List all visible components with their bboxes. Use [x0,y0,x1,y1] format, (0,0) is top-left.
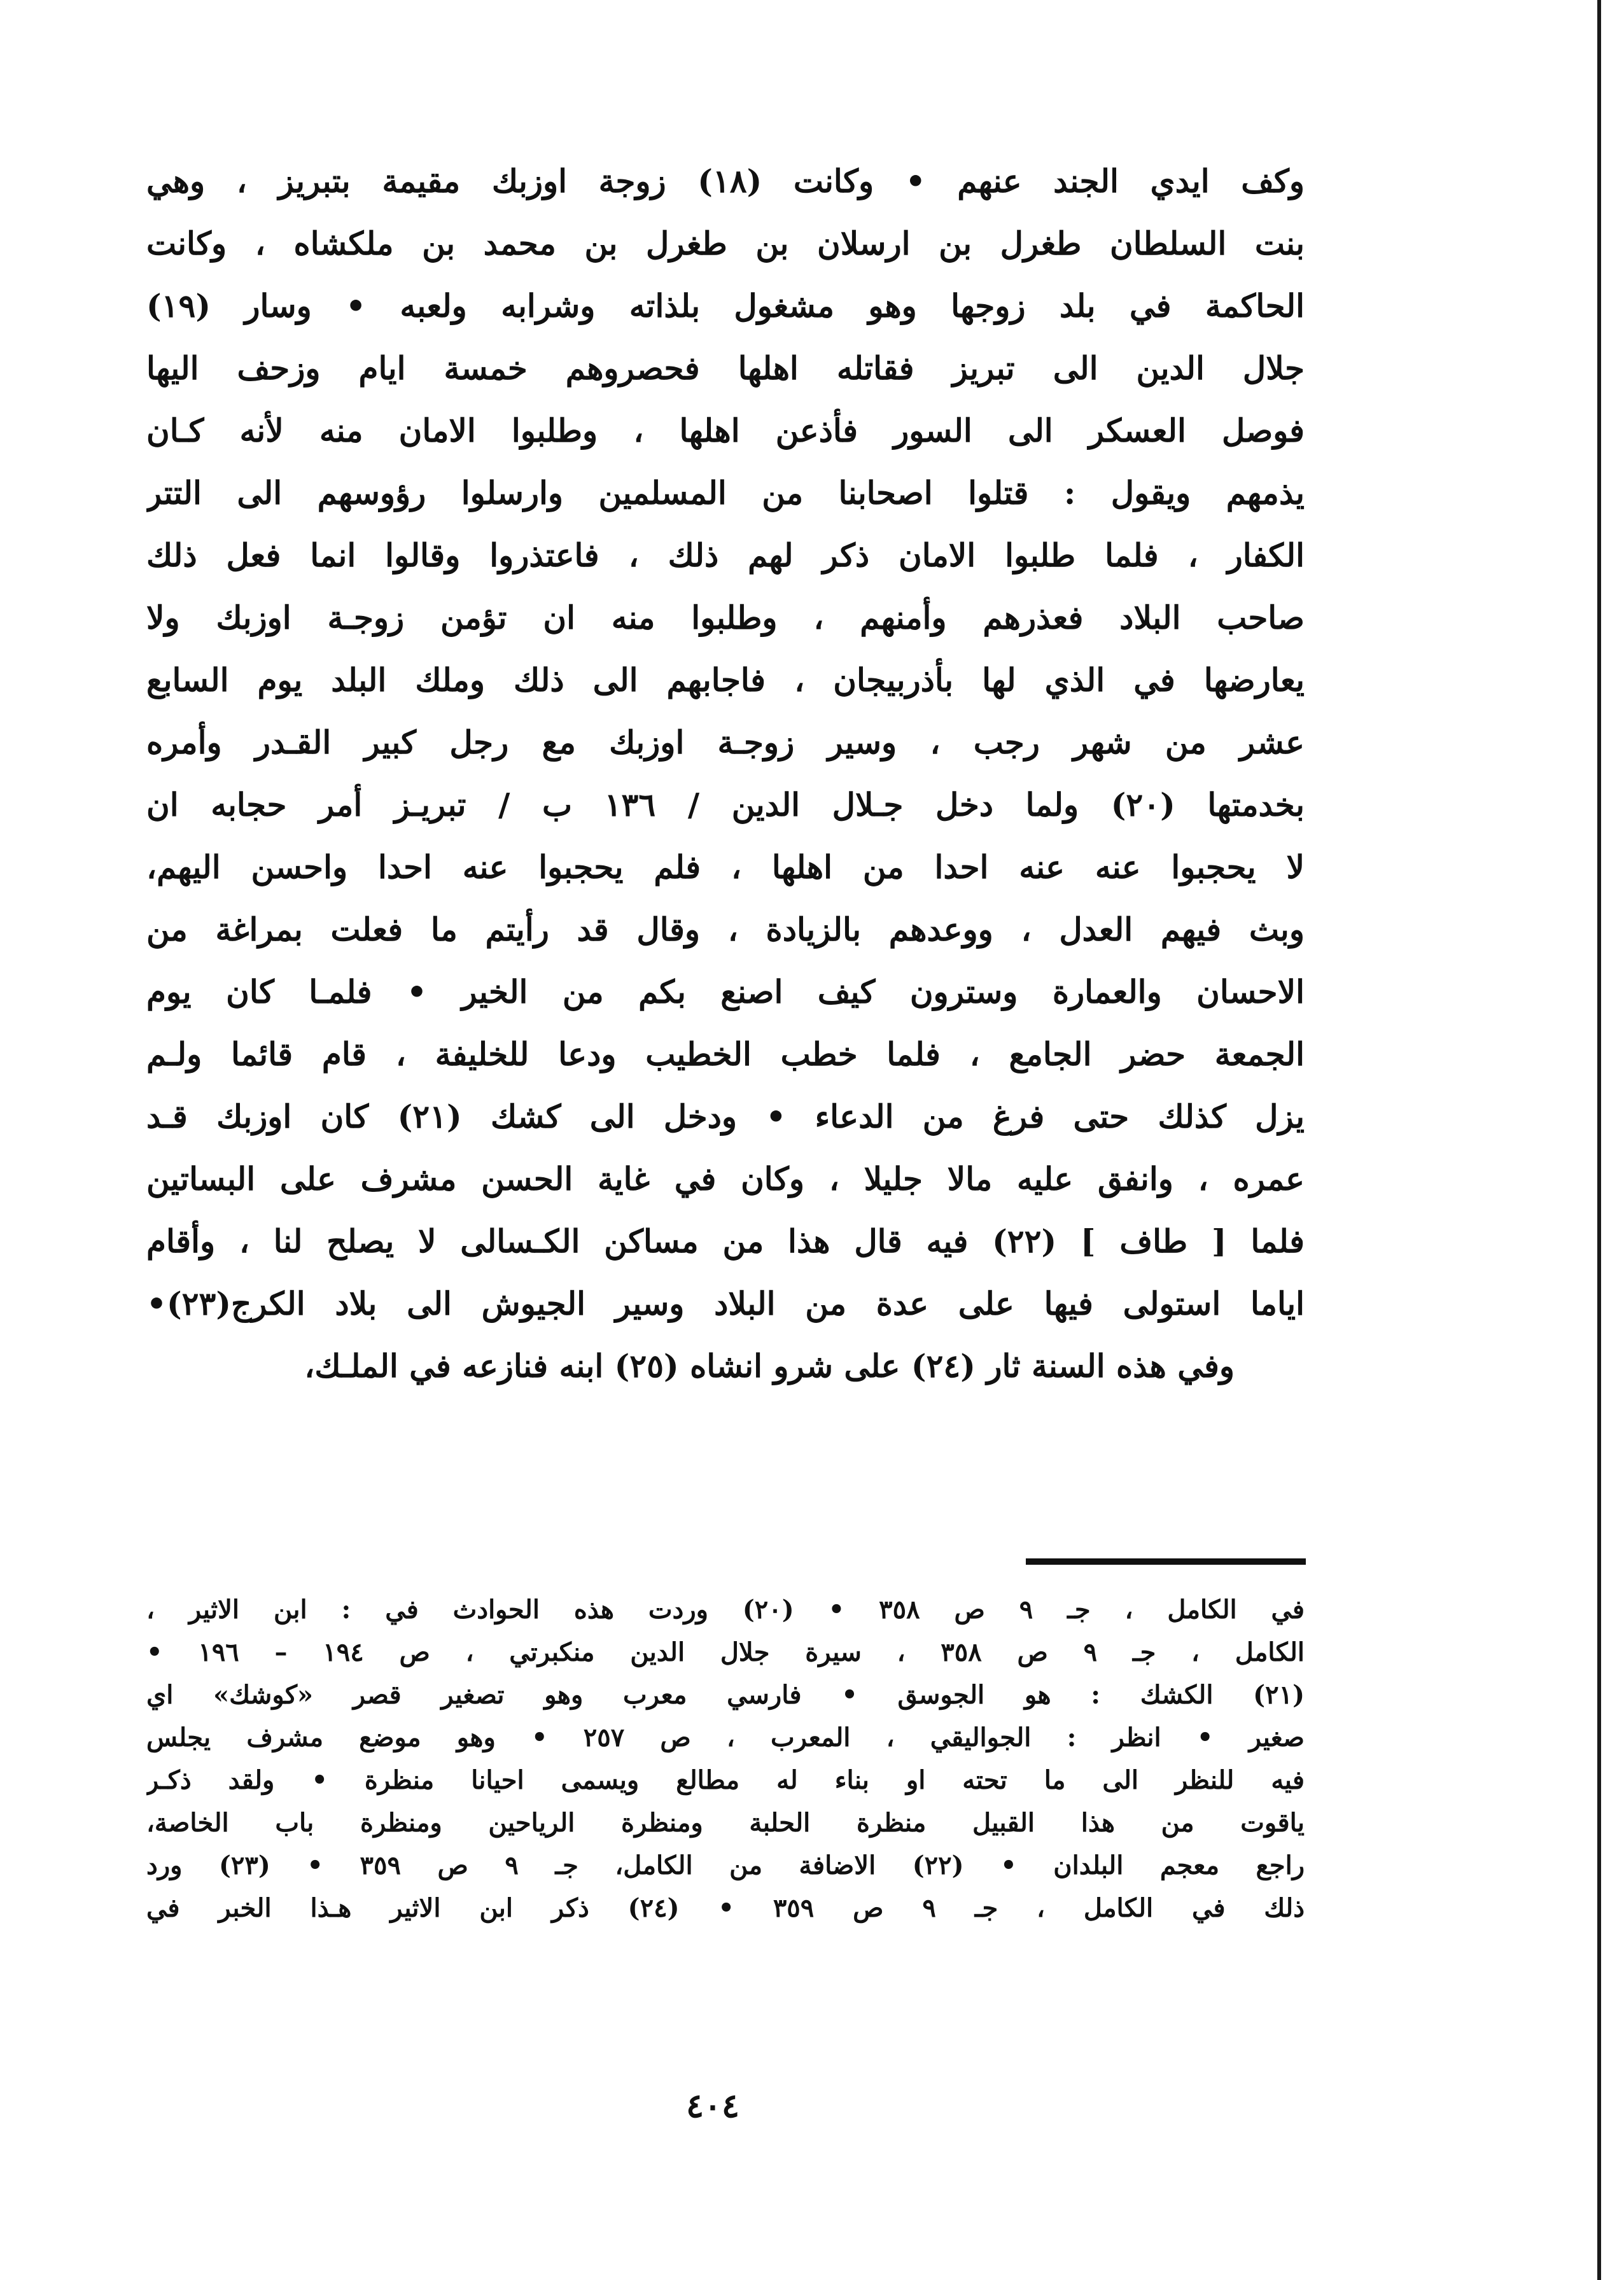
text-line: عشر من شهر رجب ، وسير زوجـة اوزبك مع رجل كبير القـدر وأمره [146,724,1305,761]
text-line: الاحسان والعمارة وسترون كيف اصنع بكم من الخير • فلمـا كان يوم [146,973,1305,1011]
text-line: فلما [ طاف ] (٢٢) فيه قال هذا من مساكن الكـسالى لا يصلح لنا ، وأقام [146,1222,1305,1260]
text-line: الكفار ، فلما طلبوا الامان ذكر لهم ذلك ، فاعتذروا وقالوا انما فعل ذلك [146,536,1305,574]
text-line: وفي هذه السنة ثار (٢٤) على شرو انشاه (٢٥) ابنه فنازعه في الملـك، [304,1347,1235,1385]
text-line: صاحب البلاد فعذرهم وأمنهم ، وطلبوا منه ان تؤمن زوجـة اوزبك ولا [146,599,1305,636]
footnote-line: الكامل ، جـ ٩ ص ٣٥٨ ، سيرة جلال الدين منكبرتي ، ص ١٩٤ – ١٩٦ • [146,1637,1305,1667]
main-text [146,150,1305,1397]
footnote-line: ذلك في الكامل ، جـ ٩ ص ٣٥٩ • (٢٤) ذكر ابن الاثير هـذا الخبر في [146,1893,1305,1923]
text-line: يزل كذلك حتى فرغ من الدعاء • ودخل الى كشك (٢١) كان اوزبك قـد [146,1098,1305,1135]
text-line: الحاكمة في بلد زوجها وهو مشغول بلذاته وشرابه ولعبه • وسار (١٩) [146,287,1305,325]
footnote-line: ياقوت من هذا القبيل منظرة الحلبة ومنظرة الرياحين ومنظرة باب الخاصة، [146,1808,1305,1838]
text-line: يذمهم ويقول : قتلوا اصحابنا من المسلمين وارسلوا رؤوسهم الى التتر [146,474,1305,512]
text-line: الجمعة حضر الجامع ، فلما خطب الخطيب ودعا للخليفة ، قام قائما ولـم [146,1035,1305,1073]
page-number: ٤٠٤ [686,2087,739,2125]
text-line: لا يحجبوا عنه عنه احدا من اهلها ، فلم يحجبوا عنه احدا واحسن اليهم، [146,848,1305,886]
footnote-separator [1026,1558,1306,1565]
text-line: اياما استولى فيها على عدة من البلاد وسير الجيوش الى بلاد الكرج(٢٣)• [146,1285,1305,1322]
footnotes [146,1588,1305,1929]
text-line: وكف ايدي الجند عنهم • وكانت (١٨) زوجة اوزبك مقيمة بتبريز ، وهي [146,162,1305,200]
text-line: بنت السلطان طغرل بن ارسلان بن طغرل بن محمد بن ملكشاه ، وكانت [146,225,1305,262]
text-line: جلال الدين الى تبريز فقاتله اهلها فحصروهم خمسة ايام وزحف اليها [146,349,1305,387]
text-line: عمره ، وانفق عليه مالا جليلا ، وكان في غاية الحسن مشرف على البساتين [146,1160,1305,1198]
text-line: وبث فيهم العدل ، ووعدهم بالزيادة ، وقال قد رأيتم ما فعلت بمراغة من [146,911,1305,948]
footnote-line: (٢١) الكشك : هو الجوسق • فارسي معرب وهو تصغير قصر «كوشك» اي [146,1680,1305,1710]
footnote-line: في الكامل ، جـ ٩ ص ٣٥٨ • (٢٠) وردت هذه الحوادث في : ابن الاثير ، [146,1595,1305,1625]
text-line: فوصل العسكر الى السور فأذعن اهلها ، وطلبوا الامان منه لأنه كـان [146,412,1305,449]
text-line: يعارضها في الذي لها بأذربيجان ، فاجابهم الى ذلك وملك البلد يوم السابع [146,661,1305,699]
footnote-line: فيه للنظر الى ما تحته او بناء له مطالع ويسمى احيانا منظرة • ولقد ذكـر [146,1765,1305,1795]
scan-edge-line [1597,0,1601,2280]
text-line: بخدمتها (٢٠) ولما دخل جـلال الدين / ١٣٦ ب / تبريـز أمر حجابه ان [146,786,1305,823]
footnote-line: راجع معجم البلدان • (٢٢) الاضافة من الكامل، جـ ٩ ص ٣٥٩ • (٢٣) ورد [146,1850,1305,1880]
footnote-line: صغير • انظر : الجواليقي ، المعرب ، ص ٢٥٧ • وهو موضع مشرف يجلس [146,1723,1305,1752]
